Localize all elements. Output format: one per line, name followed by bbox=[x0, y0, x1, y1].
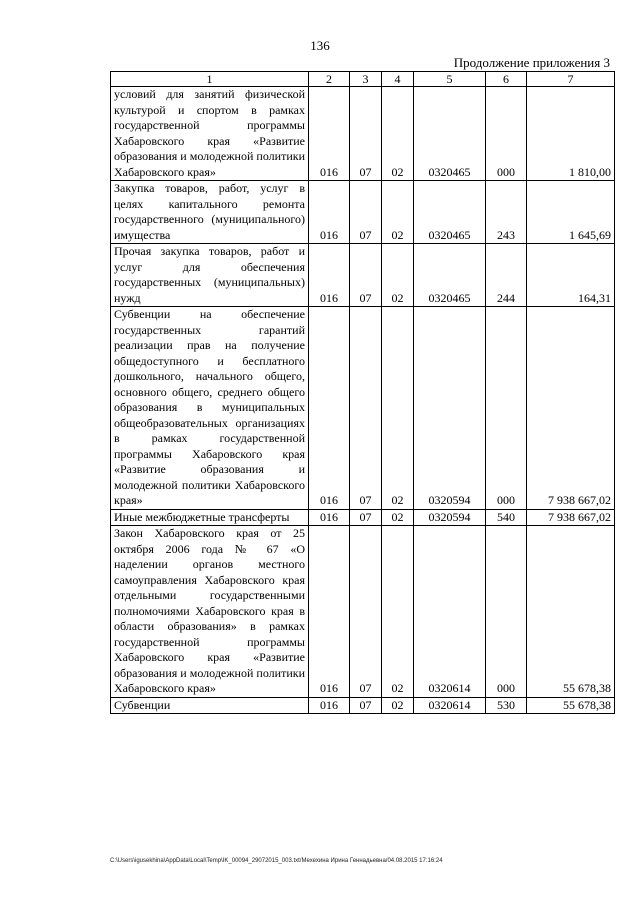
target-article-code: 0320594 bbox=[414, 509, 486, 526]
header-cell: 1 bbox=[111, 72, 309, 87]
amount: 1 810,00 bbox=[527, 87, 615, 181]
header-cell: 5 bbox=[414, 72, 486, 87]
section-code: 07 bbox=[350, 509, 382, 526]
section-code: 07 bbox=[350, 87, 382, 181]
subsection-code: 02 bbox=[382, 526, 414, 698]
table-row bbox=[111, 181, 615, 244]
file-path-footer: C:\Users\igusekhina\AppData\Local\Temp\IK_00094_29072015_003.txt/Мехехина Ирина Геннадьевна/04.08.2015 17:16:24 bbox=[110, 858, 443, 864]
expense-type-code: 540 bbox=[486, 509, 527, 526]
amount: 1 645,69 bbox=[527, 181, 615, 244]
target-article-code: 0320465 bbox=[414, 244, 486, 307]
subsection-code: 02 bbox=[382, 307, 414, 510]
expense-type-code: 000 bbox=[486, 307, 527, 510]
subsection-code: 02 bbox=[382, 244, 414, 307]
subsection-code: 02 bbox=[382, 181, 414, 244]
target-article-code: 0320465 bbox=[414, 87, 486, 181]
header-cell: 2 bbox=[309, 72, 350, 87]
expense-type-code: 243 bbox=[486, 181, 527, 244]
amount: 55 678,38 bbox=[527, 697, 615, 714]
amount: 7 938 667,02 bbox=[527, 509, 615, 526]
amount: 164,31 bbox=[527, 244, 615, 307]
admin-code: 016 bbox=[309, 307, 350, 510]
subsection-code: 02 bbox=[382, 87, 414, 181]
target-article-code: 0320594 bbox=[414, 307, 486, 510]
amount: 7 938 667,02 bbox=[527, 307, 615, 510]
expense-type-code: 000 bbox=[486, 87, 527, 181]
section-code: 07 bbox=[350, 526, 382, 698]
table-row bbox=[111, 307, 615, 510]
header-cell: 4 bbox=[382, 72, 414, 87]
page-number: 136 bbox=[310, 38, 330, 53]
subsection-code: 02 bbox=[382, 697, 414, 714]
header-cell: 3 bbox=[350, 72, 382, 87]
admin-code: 016 bbox=[309, 181, 350, 244]
subsection-code: 02 bbox=[382, 509, 414, 526]
row-description: Прочая закупка товаров, работ и услуг для обеспечения государственных (муниципальных) нужд bbox=[111, 244, 309, 307]
expense-type-code: 000 bbox=[486, 526, 527, 698]
section-code: 07 bbox=[350, 307, 382, 510]
table-row bbox=[111, 244, 615, 307]
target-article-code: 0320614 bbox=[414, 697, 486, 714]
section-code: 07 bbox=[350, 697, 382, 714]
row-description: условий для занятий физической культурой и спортом в рамках государственной программы Хабаровского края «Развитие образования и молодежной политики Хабаровского края» bbox=[111, 87, 309, 181]
section-code: 07 bbox=[350, 244, 382, 307]
header-cell: 6 bbox=[486, 72, 527, 87]
target-article-code: 0320614 bbox=[414, 526, 486, 698]
continuation-label: Продолжение приложения 3 bbox=[453, 55, 610, 70]
row-description: Закупка товаров, работ, услуг в целях капитального ремонта государственного (муниципального) имущества bbox=[111, 181, 309, 244]
table-header-row bbox=[111, 72, 615, 87]
row-description: Субвенции на обеспечение государственных гарантий реализации прав на получение общедоступного и бесплатного дошкольного, начального общего, основного общего, среднего общего образования в муниципальных общеобразовательных организациях в рамках государственной программы Хабаровского края «Развитие образования и молодежной политики Хабаровского края» bbox=[111, 307, 309, 510]
table-row bbox=[111, 509, 615, 526]
header-cell: 7 bbox=[527, 72, 615, 87]
target-article-code: 0320465 bbox=[414, 181, 486, 244]
table-row bbox=[111, 697, 615, 714]
table-row bbox=[111, 87, 615, 181]
admin-code: 016 bbox=[309, 87, 350, 181]
budget-table bbox=[110, 71, 615, 714]
admin-code: 016 bbox=[309, 526, 350, 698]
row-description: Субвенции bbox=[111, 697, 309, 714]
section-code: 07 bbox=[350, 181, 382, 244]
row-description: Иные межбюджетные трансферты bbox=[111, 509, 309, 526]
admin-code: 016 bbox=[309, 509, 350, 526]
admin-code: 016 bbox=[309, 697, 350, 714]
amount: 55 678,38 bbox=[527, 526, 615, 698]
expense-type-code: 530 bbox=[486, 697, 527, 714]
expense-type-code: 244 bbox=[486, 244, 527, 307]
row-description: Закон Хабаровского края от 25 октября 2006 года № 67 «О наделении органов местного самоуправления Хабаровского края отдельными государственными полномочиями Хабаровского края в области образования» в рамках государственной программы Хабаровского края «Развитие образования и молодежной политики Хабаровского края» bbox=[111, 526, 309, 698]
admin-code: 016 bbox=[309, 244, 350, 307]
table-row bbox=[111, 526, 615, 698]
